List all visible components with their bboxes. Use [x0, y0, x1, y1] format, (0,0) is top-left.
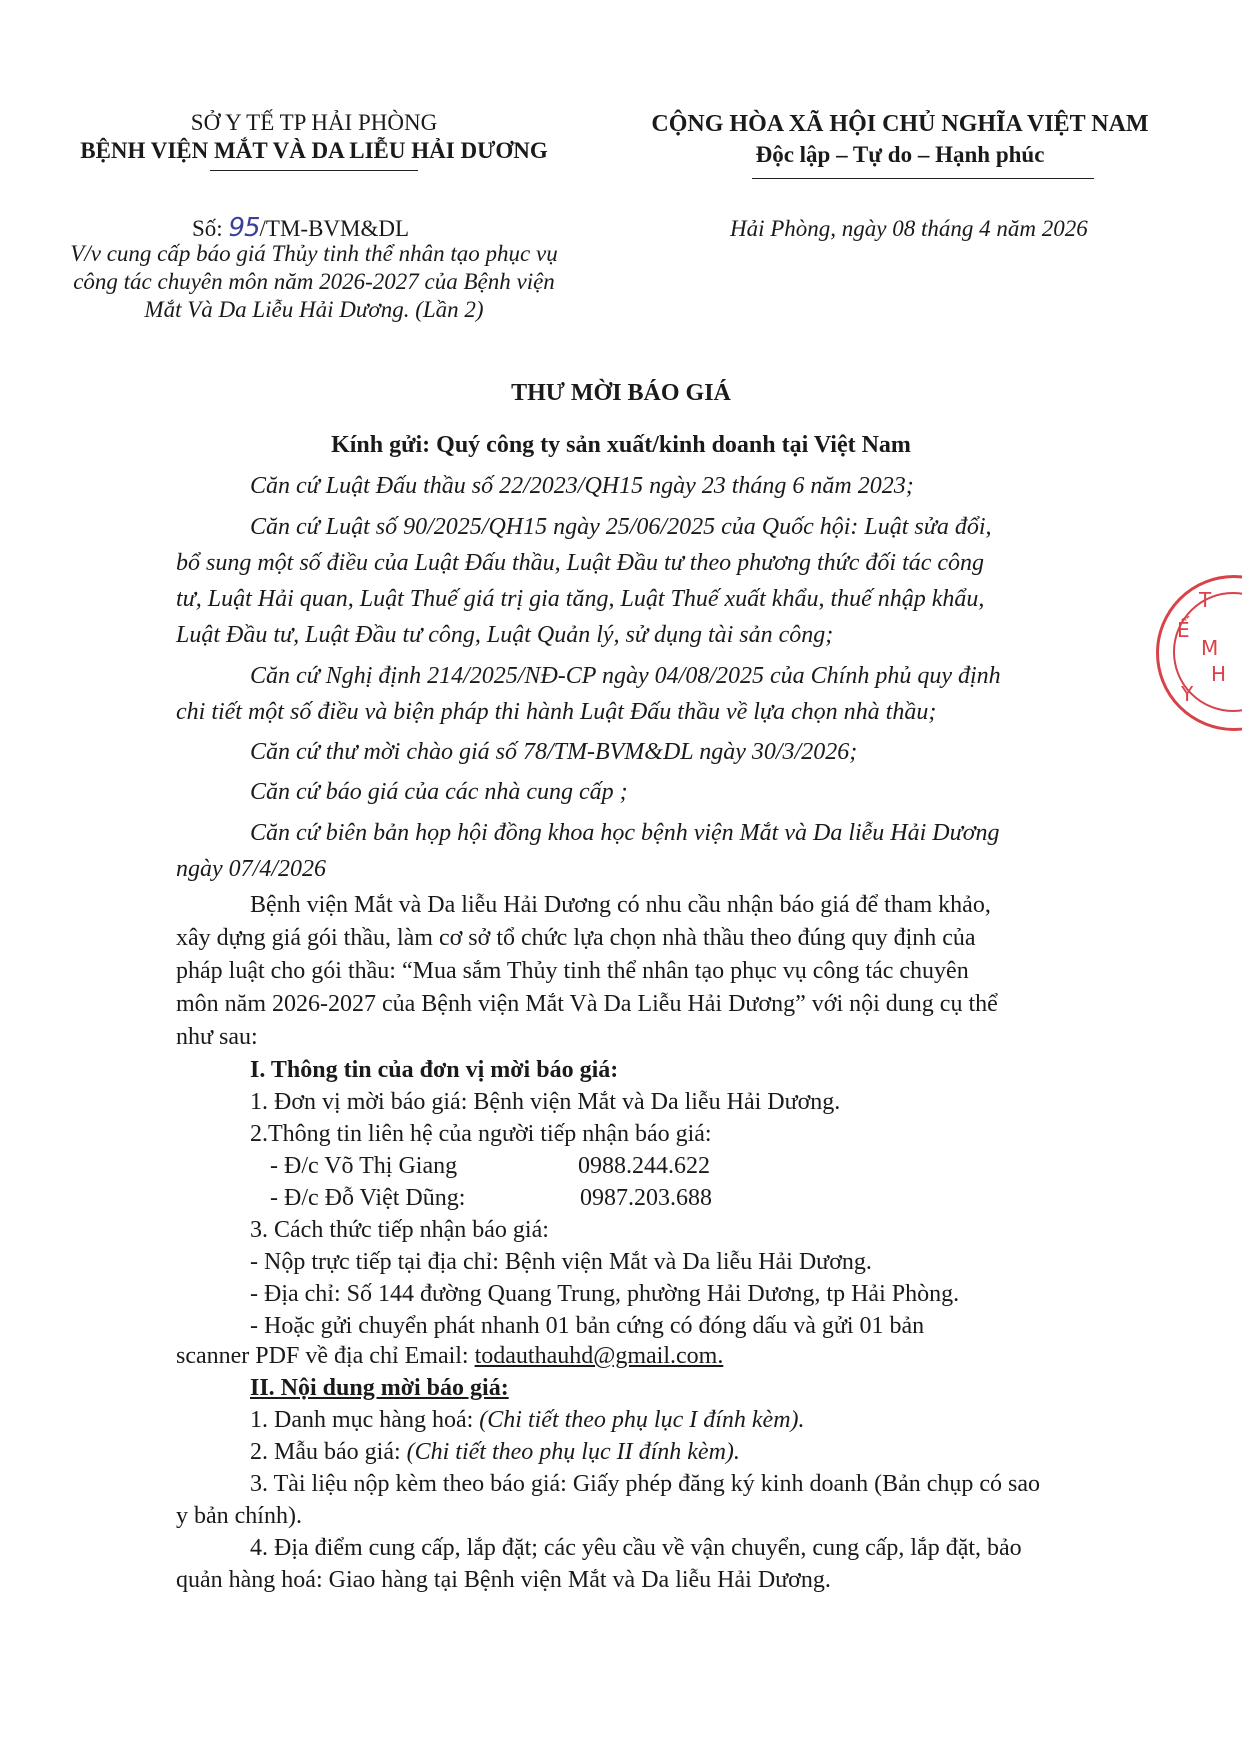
- basis-line: Luật Đầu tư, Luật Đầu tư công, Luật Quản lý, sử dụng tài sản công;: [176, 622, 834, 648]
- basis-line: Căn cứ Luật Đấu thầu số 22/2023/QH15 ngày 23 tháng 6 năm 2023;: [250, 473, 914, 499]
- document-number-prefix: Số:: [192, 216, 223, 241]
- country-name: CỘNG HÒA XÃ HỘI CHỦ NGHĨA VIỆT NAM: [651, 111, 1149, 137]
- stamp-char: Ế: [1177, 618, 1190, 642]
- contact-name: - Đ/c Võ Thị Giang: [270, 1153, 458, 1179]
- section-2-heading: II. Nội dung mời báo giá:: [250, 1375, 509, 1401]
- motto-underline: [752, 178, 1094, 179]
- section-2-item-label: 2. Mẫu báo giá:: [250, 1439, 407, 1465]
- section-2-item: y bản chính).: [176, 1503, 302, 1529]
- basis-line: chi tiết một số điều và biện pháp thi hành Luật Đấu thầu về lựa chọn nhà thầu;: [176, 699, 937, 725]
- stamp-char: M: [1201, 636, 1219, 660]
- document-title: THƯ MỜI BÁO GIÁ: [511, 380, 731, 406]
- issue-date: Hải Phòng, ngày 08 tháng 4 năm 2026: [730, 216, 1088, 241]
- national-motto: Độc lập – Tự do – Hạnh phúc: [755, 142, 1045, 167]
- stamp-char: Y: [1181, 682, 1194, 706]
- section-2-item: [250, 1407, 805, 1434]
- section-2-item-label: 1. Danh mục hàng hoá:: [250, 1407, 480, 1433]
- intro-line: như sau:: [176, 1024, 258, 1050]
- section-2-item: 4. Địa điểm cung cấp, lắp đặt; các yêu cầu về vận chuyển, cung cấp, lắp đặt, bảo: [250, 1535, 1022, 1561]
- intro-line: pháp luật cho gói thầu: “Mua sắm Thủy tinh thể nhân tạo phục vụ công tác chuyên: [176, 958, 969, 984]
- basis-line: Căn cứ thư mời chào giá số 78/TM-BVM&DL ngày 30/3/2026;: [250, 739, 858, 765]
- section-1-item: - Địa chỉ: Số 144 đường Quang Trung, phường Hải Dương, tp Hải Phòng.: [250, 1281, 960, 1307]
- document-number: [192, 213, 409, 243]
- basis-line: Căn cứ biên bản họp hội đồng khoa học bệnh viện Mắt và Da liễu Hải Dương: [250, 820, 1000, 846]
- document-number-suffix: /TM-BVM&DL: [259, 216, 410, 241]
- section-1-item: - Nộp trực tiếp tại địa chỉ: Bệnh viện Mắt và Da liễu Hải Dương.: [250, 1249, 872, 1275]
- contact-name: - Đ/c Đỗ Việt Dũng:: [270, 1185, 466, 1211]
- basis-line: Căn cứ Luật số 90/2025/QH15 ngày 25/06/2025 của Quốc hội: Luật sửa đổi,: [250, 514, 992, 540]
- intro-line: Bệnh viện Mắt và Da liễu Hải Dương có nhu cầu nhận báo giá để tham khảo,: [250, 892, 991, 918]
- section-2-item: [250, 1439, 740, 1466]
- subject-line-3: Mắt Và Da Liễu Hải Dương. (Lần 2): [144, 297, 484, 322]
- document-number-handwritten: 95: [228, 213, 260, 243]
- header-left-underline: [210, 170, 418, 171]
- red-seal-stamp: [1156, 575, 1242, 731]
- recipient: Kính gửi: Quý công ty sản xuất/kinh doanh tại Việt Nam: [331, 432, 911, 458]
- basis-line: Căn cứ báo giá của các nhà cung cấp ;: [250, 779, 628, 805]
- subject-line-1: V/v cung cấp báo giá Thủy tinh thể nhân tạo phục vụ: [70, 241, 558, 266]
- email-prefix: scanner PDF về địa chỉ Email:: [176, 1343, 475, 1369]
- intro-line: môn năm 2026-2027 của Bệnh viện Mắt Và Da Liễu Hải Dương” với nội dung cụ thể: [176, 991, 998, 1017]
- section-1-item: - Hoặc gửi chuyển phát nhanh 01 bản cứng có đóng dấu và gửi 01 bản: [250, 1313, 925, 1339]
- section-2-item: quản hàng hoá: Giao hàng tại Bệnh viện Mắt và Da liễu Hải Dương.: [176, 1567, 831, 1593]
- section-2-item: 3. Tài liệu nộp kèm theo báo giá: Giấy phép đăng ký kinh doanh (Bản chụp có sao: [250, 1471, 1041, 1497]
- intro-line: xây dựng giá gói thầu, làm cơ sở tổ chức lựa chọn nhà thầu theo đúng quy định của: [176, 925, 976, 951]
- section-1-item: 1. Đơn vị mời báo giá: Bệnh viện Mắt và Da liễu Hải Dương.: [250, 1089, 841, 1115]
- basis-line: tư, Luật Hải quan, Luật Thuế giá trị gia tăng, Luật Thuế xuất khẩu, thuế nhập khẩu,: [176, 586, 985, 612]
- basis-line: bổ sung một số điều của Luật Đấu thầu, Luật Đầu tư theo phương thức đối tác công: [176, 550, 985, 576]
- section-1-item: 2.Thông tin liên hệ của người tiếp nhận báo giá:: [250, 1121, 712, 1147]
- hospital-name: BỆNH VIỆN MẮT VÀ DA LIỄU HẢI DƯƠNG: [80, 138, 548, 163]
- section-2-item-detail: (Chi tiết theo phụ lục II đính kèm).: [406, 1439, 740, 1465]
- section-1-item: [176, 1343, 723, 1370]
- agency-name: SỞ Y TẾ TP HẢI PHÒNG: [190, 110, 438, 135]
- stamp-char: T: [1199, 588, 1212, 612]
- email-link[interactable]: todauthauhd@gmail.com.: [474, 1343, 724, 1369]
- stamp-char: H: [1211, 662, 1227, 686]
- contact-phone: 0987.203.688: [580, 1185, 712, 1211]
- basis-line: Căn cứ Nghị định 214/2025/NĐ-CP ngày 04/08/2025 của Chính phủ quy định: [250, 663, 1001, 689]
- basis-line: ngày 07/4/2026: [176, 856, 326, 882]
- section-1-item: 3. Cách thức tiếp nhận báo giá:: [250, 1217, 549, 1243]
- section-2-item-detail: (Chi tiết theo phụ lục I đính kèm).: [479, 1407, 805, 1433]
- section-1-heading: I. Thông tin của đơn vị mời báo giá:: [250, 1057, 619, 1083]
- contact-phone: 0988.244.622: [578, 1153, 710, 1179]
- subject-line-2: công tác chuyên môn năm 2026-2027 của Bệnh viện: [73, 269, 555, 294]
